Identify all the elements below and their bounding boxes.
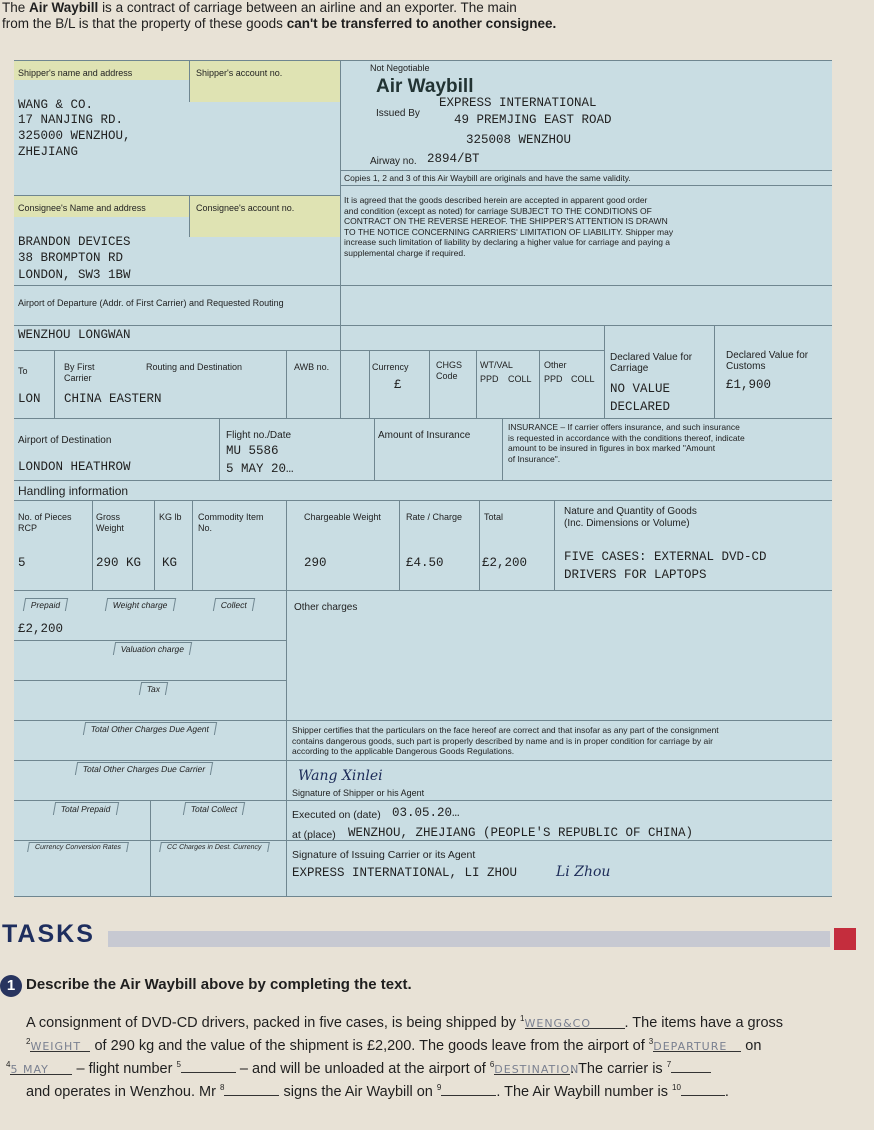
- prepaid-tab: Prepaid: [23, 598, 69, 611]
- task-1-number: 1: [0, 975, 22, 997]
- tasks-bar: [108, 931, 830, 947]
- chargeable-label: Chargeable Weight: [304, 512, 381, 522]
- routing-label: Routing and Destination: [146, 362, 243, 372]
- task-line-4: and operates in Wenzhou. Mr $^8$ signs the Air Waybill on $^9$ . The Air Waybill number is $^{10}$ .: [26, 1079, 856, 1101]
- carrier-signature-value: EXPRESS INTERNATIONAL, LI ZHOU: [292, 866, 518, 880]
- cc-charges-tab: CC Charges in Dest. Currency: [159, 842, 269, 852]
- collect-tab: Collect: [213, 598, 255, 611]
- tasks-header: [0, 920, 874, 956]
- blank-10[interactable]: [681, 1081, 725, 1096]
- at-place-value: WENZHOU, ZHEJIANG (PEOPLE'S REPUBLIC OF CHINA): [348, 826, 694, 840]
- task-line-2: $^2$WEIGHT of 290 kg and the value of the shipment is £2,200. The goods leave from the airport of $^3$DEPARTURE on: [26, 1037, 762, 1054]
- nature-line-2: DRIVERS FOR LAPTOPS: [564, 568, 707, 582]
- rate-value: £4.50: [406, 556, 444, 570]
- issuer-line-3: 325008 WENZHOU: [466, 133, 572, 147]
- nature-line-1: FIVE CASES: EXTERNAL DVD-CD: [564, 550, 767, 564]
- wtval-ppd: PPD: [480, 374, 499, 384]
- dv-carriage-label: Declared Value for Carriage: [610, 352, 693, 374]
- copies-note: Copies 1, 2 and 3 of this Air Waybill are originals and have the same validity.: [344, 173, 631, 183]
- due-agent-tab: Total Other Charges Due Agent: [83, 722, 217, 735]
- task-line-3: $^4$5 MAY – flight number $^5$ – and will be unloaded at the airport of $^6$DESTINATION. The carrier is $^7$: [6, 1056, 836, 1078]
- shipper-signature: Wang Xinlei: [298, 768, 383, 784]
- dv-customs-value: £1,900: [726, 378, 772, 392]
- to-value: LON: [18, 392, 41, 406]
- not-negotiable: Not Negotiable: [370, 63, 430, 73]
- air-waybill-form: [14, 60, 832, 896]
- destination-label: Airport of Destination: [18, 435, 112, 446]
- shipper-line-4: ZHEJIANG: [18, 145, 79, 159]
- valuation-tab: Valuation charge: [113, 642, 192, 655]
- issued-by-label: Issued By: [376, 108, 420, 119]
- consignee-name-label: Consignee's Name and address: [18, 203, 146, 213]
- tasks-title: TASKS: [2, 920, 95, 948]
- total-label: Total: [484, 512, 504, 522]
- intro-line-2: from the B/L is that the property of these goods can't be transferred to another consignee.: [2, 16, 557, 31]
- carrier-value: CHINA EASTERN: [64, 392, 162, 406]
- shipper-line-3: 325000 WENZHOU,: [18, 129, 131, 143]
- total-collect-tab: Total Collect: [183, 802, 246, 815]
- wtval-coll: COLL: [508, 374, 532, 384]
- wtval-label: WT/VAL: [480, 360, 513, 370]
- tax-tab: Tax: [139, 682, 169, 695]
- departure-value: WENZHOU LONGWAN: [18, 328, 131, 342]
- carrier-label: By First Carrier: [64, 362, 95, 383]
- insurance-note: INSURANCE – If carrier offers insurance, and such insurance is requested in accordance with the conditions thereof, indicate amount to be insured in figures in box marked "Amount of Insurance".: [508, 422, 745, 464]
- other-label: Other: [544, 360, 567, 370]
- consignee-account-highlight: [190, 195, 340, 237]
- consignee-line-3: LONDON, SW3 1BW: [18, 268, 131, 282]
- gross-value: 290 KG: [96, 556, 142, 570]
- shipper-account-highlight: [190, 60, 340, 102]
- due-carrier-tab: Total Other Charges Due Carrier: [75, 762, 214, 775]
- airway-no-label: Airway no.: [370, 156, 417, 167]
- chargeable-value: 290: [304, 556, 327, 570]
- carrier-signature-label: Signature of Issuing Carrier or its Agent: [292, 849, 476, 861]
- departure-label: Airport of Departure (Addr. of First Carrier) and Requested Routing: [18, 298, 284, 308]
- currency-rates-tab: Currency Conversion Rates: [27, 842, 129, 852]
- chgs-code-label: CHGS Code: [436, 360, 463, 381]
- shipper-line-2: 17 NANJING RD.: [18, 113, 124, 127]
- waybill-title: Air Waybill: [376, 76, 474, 97]
- other-charges-label: Other charges: [294, 602, 358, 613]
- task-1-title: Describe the Air Waybill above by completing the text.: [26, 976, 412, 993]
- commodity-label: Commodity Item No.: [198, 512, 264, 533]
- tasks-square: [834, 928, 856, 950]
- shipper-signature-label: Signature of Shipper or his Agent: [292, 788, 425, 798]
- weight-charge-tab: Weight charge: [105, 598, 176, 611]
- total-value: £2,200: [482, 556, 528, 570]
- dv-carriage-2: DECLARED: [610, 400, 671, 414]
- nature-label: Nature and Quantity of Goods: [564, 506, 697, 517]
- flight-date: 5 MAY 20…: [226, 462, 294, 476]
- flight-label: Flight no./Date: [226, 430, 292, 441]
- blank-1[interactable]: WENG&CO: [525, 1014, 625, 1029]
- conditions-text: It is agreed that the goods described herein are accepted in apparent good order and condition (except as noted) for carriage SUBJECT TO THE CONDITIONS OF CONTRACT ON THE REVERSE HEREOF. THE SHIPPER'S ATTENTION IS DRAWN TO THE NOTICE CONCERNING CARRIERS' LIMITATION OF LIABILITY. Shipper may increase such limitation of liability by declaring a higher value for carriage and paying a supplemental charge if required.: [344, 195, 674, 258]
- blank-3[interactable]: DEPARTURE: [653, 1037, 741, 1052]
- blank-8[interactable]: [224, 1081, 279, 1096]
- intro-text: [2, 0, 862, 32]
- task-line-1: A consignment of DVD-CD drivers, packed in five cases, is being shipped by $^1$WENG&CO . The items have a gross: [26, 1014, 784, 1031]
- carrier-signature-hand: Li Zhou: [556, 864, 611, 880]
- airway-no: 2894/BT: [427, 152, 480, 166]
- dv-carriage-1: NO VALUE: [610, 382, 671, 396]
- blank-9[interactable]: [441, 1081, 496, 1096]
- handling-label: Handling information: [18, 484, 129, 498]
- blank-4[interactable]: 5 MAY: [10, 1060, 72, 1075]
- at-place-label: at (place): [292, 829, 336, 841]
- executed-label: Executed on (date): [292, 809, 381, 821]
- intro-line-1: The Air Waybill is a contract of carriage between an airline and an exporter. The main: [2, 0, 517, 15]
- kg-value: KG: [162, 556, 178, 570]
- issuer-line-1: EXPRESS INTERNATIONAL: [439, 96, 597, 110]
- rate-label: Rate / Charge: [406, 512, 463, 522]
- consignee-line-2: 38 BROMPTON RD: [18, 251, 124, 265]
- blank-2[interactable]: WEIGHT: [30, 1037, 90, 1052]
- issuer-line-2: 49 PREMJING EAST ROAD: [454, 113, 612, 127]
- flight-value: MU 5586: [226, 444, 279, 458]
- kg-label: KG lb: [159, 512, 182, 522]
- total-prepaid-tab: Total Prepaid: [53, 802, 119, 815]
- gross-label: Gross Weight: [96, 512, 124, 533]
- nature-sub-label: (Inc. Dimensions or Volume): [564, 518, 690, 529]
- other-coll: COLL: [571, 374, 595, 384]
- blank-7[interactable]: [671, 1058, 711, 1073]
- shipper-line-1: WANG & CO.: [18, 98, 94, 112]
- shipper-name-label: Shipper's name and address: [18, 68, 133, 78]
- insurance-label: Amount of Insurance: [378, 430, 471, 441]
- currency-label: Currency: [372, 362, 409, 372]
- blank-6[interactable]: DESTINATION: [494, 1060, 570, 1075]
- currency-value: £: [394, 378, 402, 392]
- executed-date: 03.05.20…: [392, 806, 460, 820]
- awb-no-label: AWB no.: [294, 362, 330, 372]
- destination-value: LONDON HEATHROW: [18, 460, 131, 474]
- consignee-line-1: BRANDON DEVICES: [18, 235, 131, 249]
- pieces-label: No. of Pieces RCP: [18, 512, 72, 533]
- other-ppd: PPD: [544, 374, 563, 384]
- prepaid-value: £2,200: [18, 622, 64, 636]
- certification-text: Shipper certifies that the particulars on the face hereof are correct and that insofar as any part of the consignment contains dangerous goods, such part is properly described by name and is in proper condition for carriage by air according to the applicable Dangerous Goods Regulations.: [292, 725, 719, 756]
- dv-customs-label: Declared Value for Customs: [726, 350, 809, 372]
- blank-5[interactable]: [181, 1058, 236, 1073]
- pieces-value: 5: [18, 556, 26, 570]
- to-label: To: [18, 366, 28, 376]
- shipper-account-label: Shipper's account no.: [196, 68, 283, 78]
- consignee-account-label: Consignee's account no.: [196, 203, 295, 213]
